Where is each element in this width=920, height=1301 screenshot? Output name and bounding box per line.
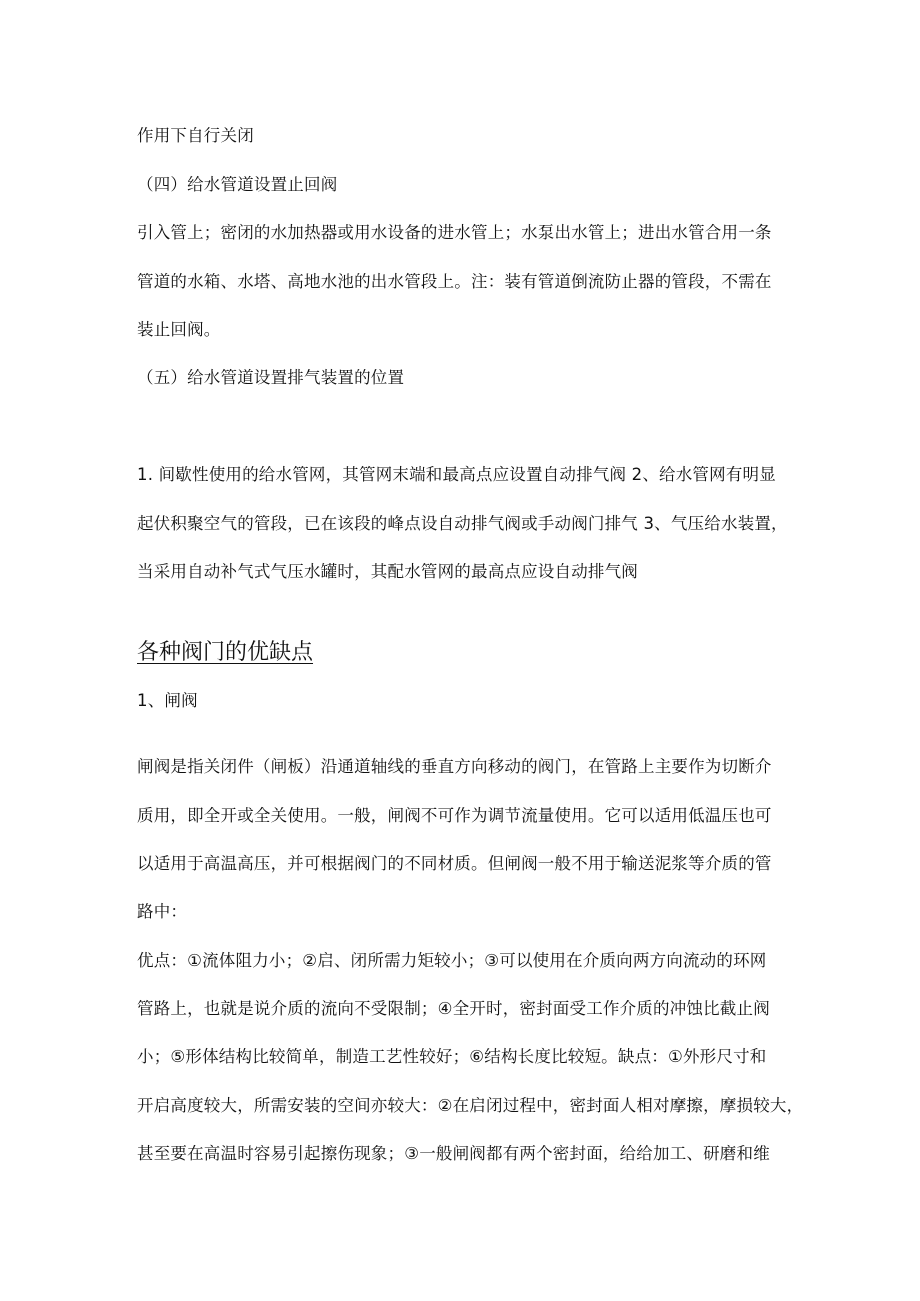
text-line: 管路上，也就是说介质的流向不受限制；④全开时，密封面受工作介质的冲蚀比截止阀 [137, 999, 770, 1018]
text-line: 管道的水箱、水塔、高地水池的出水管段上。注：装有管道倒流防止器的管段，不需在 [137, 272, 772, 291]
text-line: 闸阀是指关闭件（闸板）沿通道轴线的垂直方向移动的阀门，在管路上主要作为切断介 [137, 757, 772, 776]
subheading-five: （五）给水管道设置排气装置的位置 [137, 368, 405, 387]
text-line: 小；⑤形体结构比较简单，制造工艺性较好；⑥结构长度比较短。缺点：①外形尺寸和 [137, 1047, 767, 1066]
text-line: 起伏积聚空气的管段，已在该段的峰点设自动排气阀或手动阀门排气 3、气压给水装置， [137, 514, 788, 533]
text-line: 引入管上；密闭的水加热器或用水设备的进水管上；水泵出水管上；进出水管合用一条 [137, 223, 772, 242]
text-line: 作用下自行关闭 [137, 126, 254, 145]
subheading-gate-valve: 1、闸阀 [137, 691, 198, 710]
text-line: 甚至要在高温时容易引起擦伤现象；③一般闸阀都有两个密封面，给给加工、研磨和维 [137, 1144, 770, 1163]
text-line: 装止回阀。 [137, 320, 221, 339]
text-line: 开启高度较大，所需安装的空间亦较大：②在启闭过程中，密封面人相对摩擦，摩损较大， [137, 1096, 804, 1115]
text-line: 质用，即全开或全关使用。一般，闸阀不可作为调节流量使用。它可以适用低温压也可 [137, 806, 772, 825]
text-line: 以适用于高温高压，并可根据阀门的不同材质。但闸阀一般不用于输送泥浆等介质的管 [137, 854, 772, 873]
section-heading: 各种阀门的优缺点 [137, 640, 314, 665]
text-line: 当采用自动补气式气压水罐时，其配水管网的最高点应设自动排气阀 [137, 562, 638, 581]
text-line: 路中： [137, 902, 188, 921]
text-line: 1. 间歇性使用的给水管网，其管网末端和最高点应设置自动排气阀 2、给水管网有明显 [137, 465, 776, 484]
text-line: 优点：①流体阻力小；②启、闭所需力矩较小；③可以使用在介质向两方向流动的环网 [137, 951, 767, 970]
subheading-four: （四）给水管道设置止回阀 [137, 175, 338, 194]
